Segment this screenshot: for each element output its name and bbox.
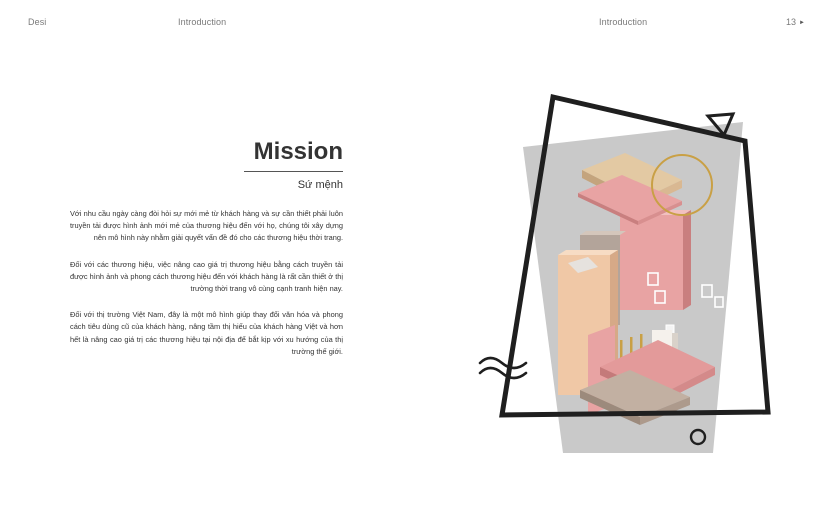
section-label-left: Introduction — [178, 17, 227, 27]
brand-name: Desi — [28, 17, 47, 27]
mission-body — [70, 208, 343, 372]
page-number-value: 13 — [786, 17, 797, 27]
paragraph-3: Đối với thị trường Việt Nam, đây là một mô hình giúp thay đổi văn hóa và phong cách tiêu dùng cũ của khách hàng, nâng tầm thị hiếu của khách hàng Việt và hơn hết là nâng cao giá trị các thương hiệu tại nội địa để bắt kịp với xu hướng của thị trường thế giới. — [70, 310, 343, 356]
page-number — [786, 17, 805, 27]
section-label-right: Introduction — [599, 17, 648, 27]
mission-illustration — [470, 85, 770, 455]
paragraph-1: Với nhu cầu ngày càng đòi hỏi sự mới mẻ từ khách hàng và sự cần thiết phải luôn truyền tải được hình ảnh mới mẻ của thương hiệu đến với họ, chúng tôi xây dựng nên mô hình này nhằm giải quyết vấn đề đó cho các thương hiệu thời trang. — [70, 209, 343, 243]
page-subtitle: Sứ mệnh — [297, 179, 343, 191]
next-page-icon[interactable]: ► — [799, 20, 805, 26]
wave-icon — [480, 358, 526, 378]
title-divider — [244, 171, 343, 172]
page-title: Mission — [253, 138, 343, 165]
paragraph-2: Đối với các thương hiệu, việc nâng cao giá trị thương hiệu bằng cách truyền tải được hình ảnh và phong cách thương hiệu đến với khách hàng là rất cần thiết ở thị trường thời trang vô cùng cạnh tranh hiện nay. — [70, 259, 343, 294]
